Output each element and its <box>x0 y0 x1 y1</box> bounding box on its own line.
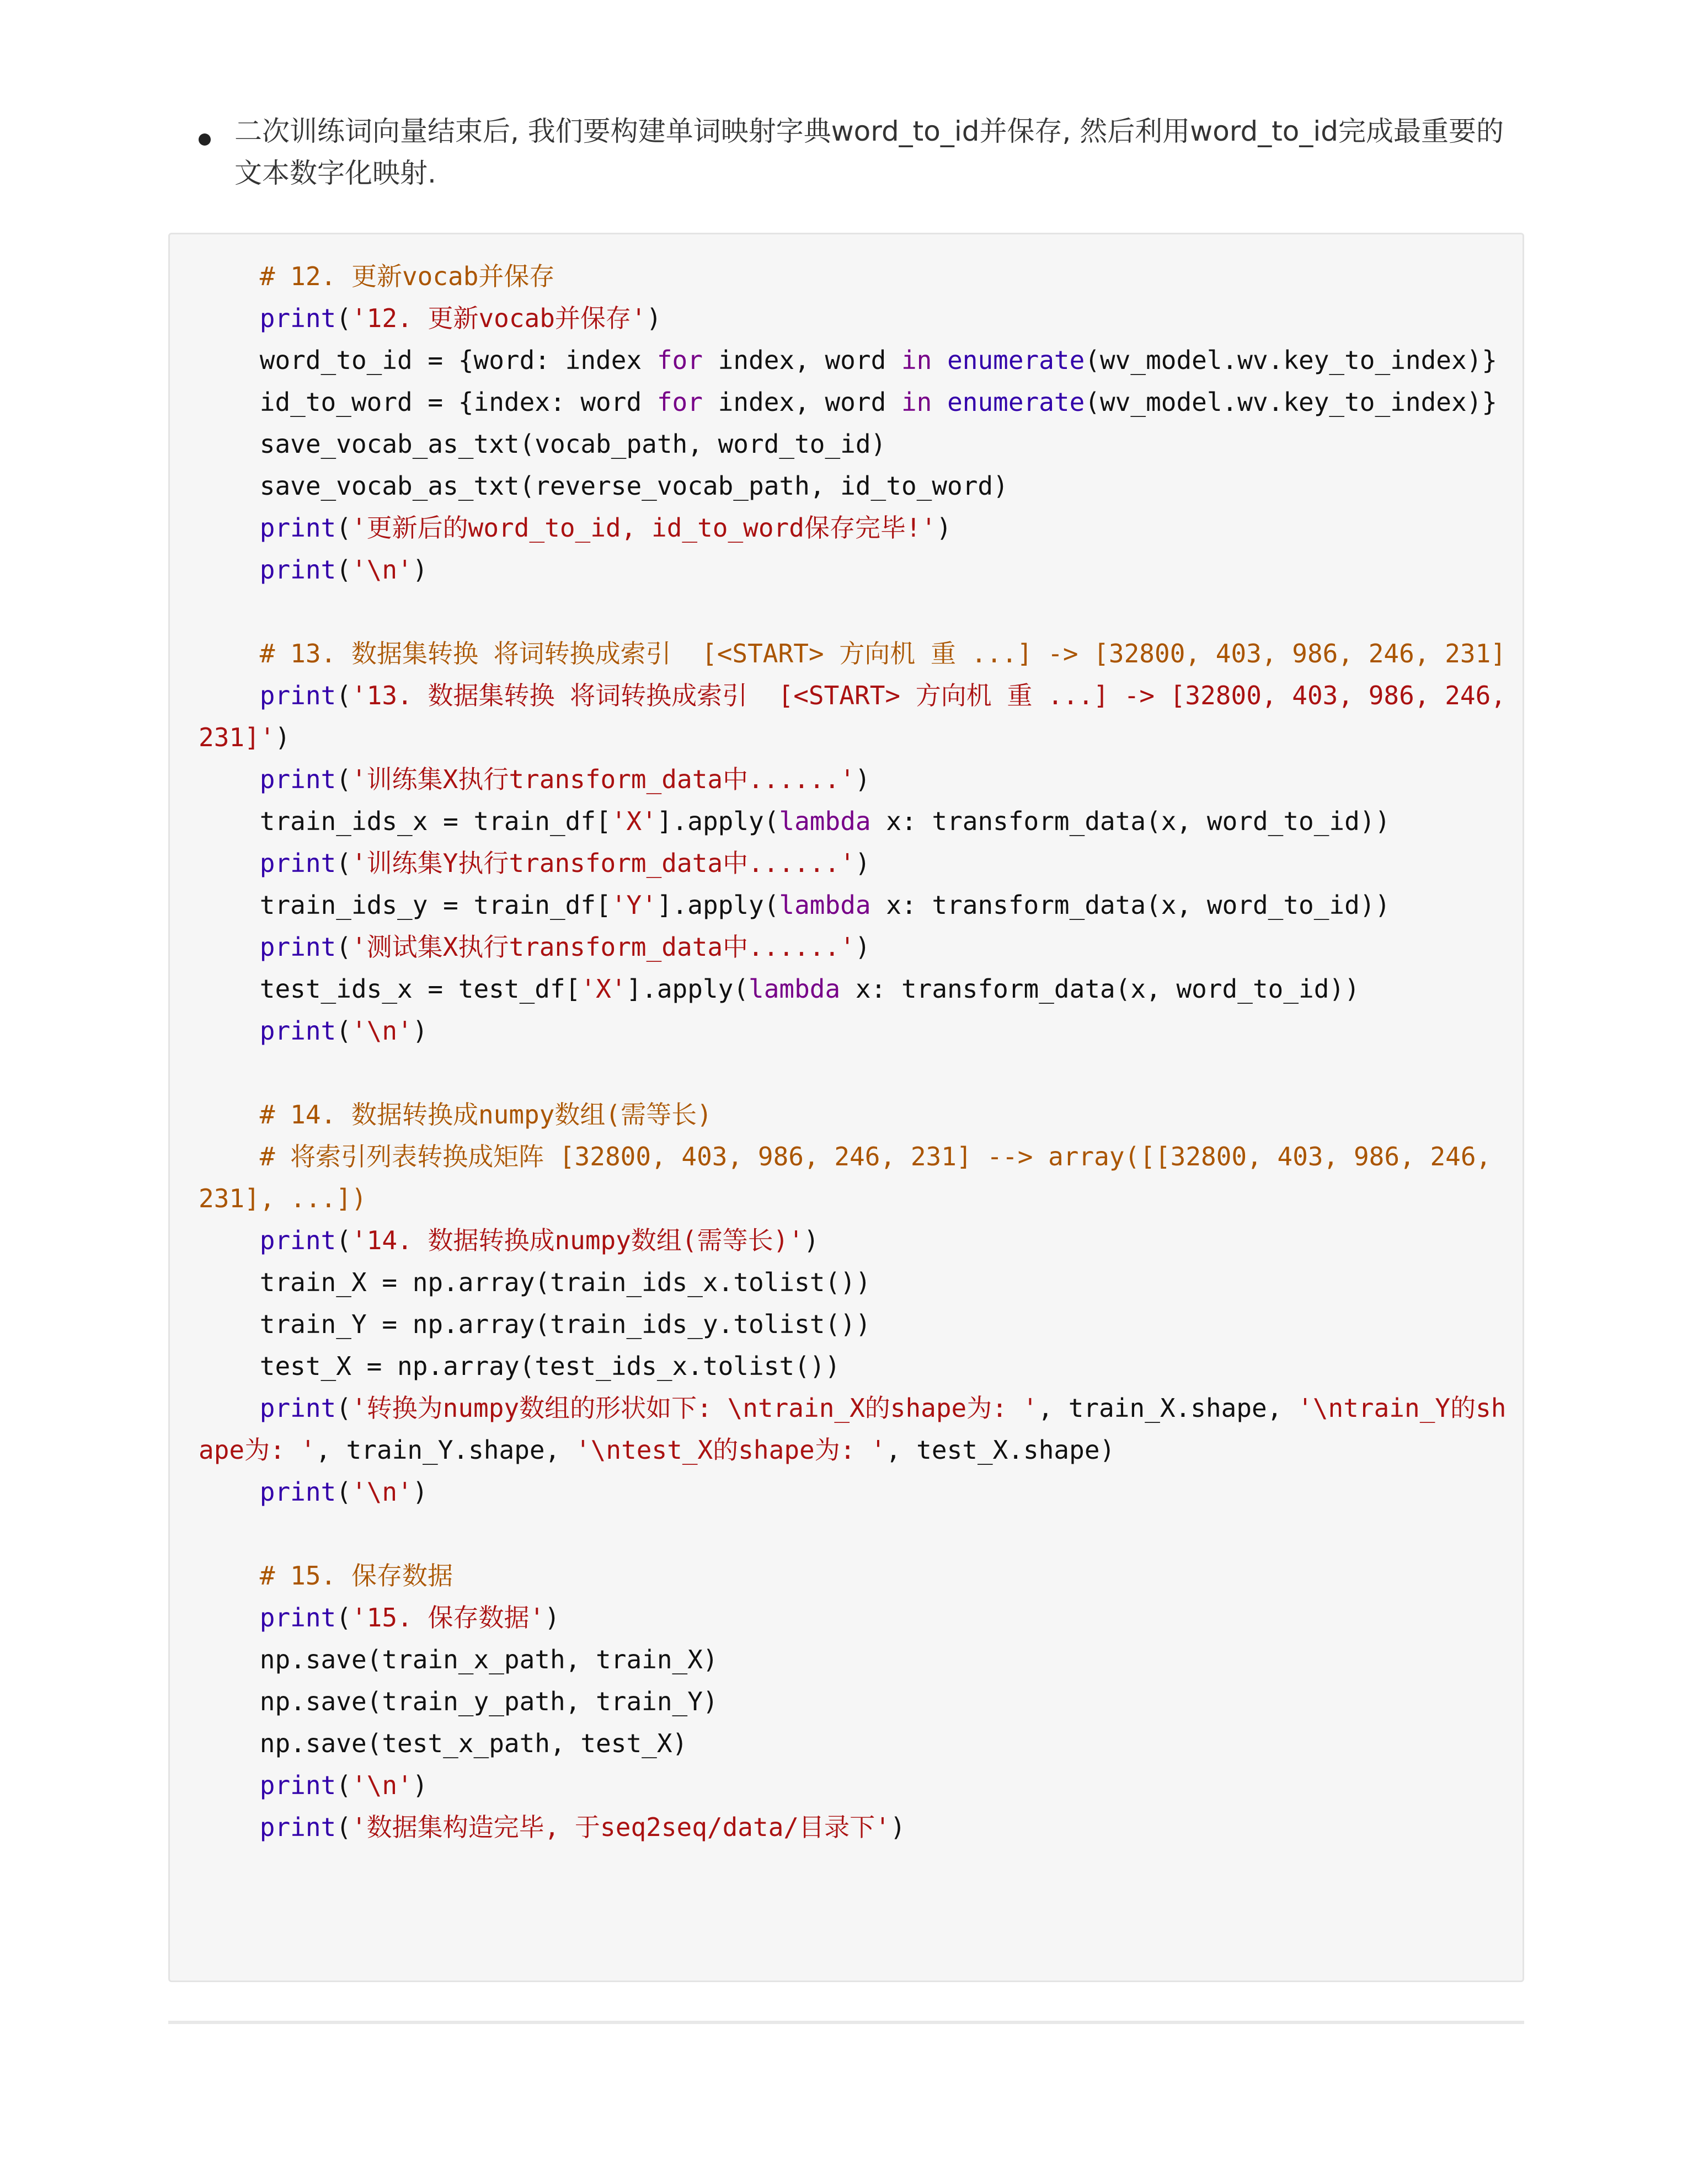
code-token <box>199 764 260 794</box>
code-line <box>199 387 1497 417</box>
code-token: ( <box>336 764 351 794</box>
code-token <box>199 1477 260 1507</box>
code-token: ( <box>336 1016 351 1046</box>
code-string: '\n' <box>351 555 413 585</box>
code-line <box>199 1812 905 1842</box>
code-token: , train_Y.shape, <box>316 1435 575 1465</box>
code-token: ( <box>336 848 351 878</box>
code-builtin: print <box>259 848 336 878</box>
code-token <box>932 345 947 375</box>
code-token: save_vocab_as_txt(reverse_vocab_path, id_to_word) <box>199 471 1008 501</box>
code-token: ) <box>412 1016 428 1046</box>
code-keyword: in <box>901 345 932 375</box>
code-token: train_ids_y = train_df[ <box>199 890 611 920</box>
code-string: '\n' <box>351 1016 413 1046</box>
code-string: '15. 保存数据' <box>351 1603 545 1632</box>
code-line <box>199 345 1497 375</box>
code-token: index, word <box>702 387 901 417</box>
code-token: ( <box>336 1812 351 1842</box>
code-token: ) <box>646 303 662 333</box>
code-token <box>932 387 947 417</box>
code-string: '14. 数据转换成numpy数组(需等长)' <box>351 1225 804 1255</box>
code-string: '12. 更新vocab并保存' <box>351 303 647 333</box>
code-token: ( <box>336 555 351 585</box>
code-token: ].apply( <box>656 890 779 920</box>
code-line <box>199 806 1390 836</box>
code-token: x: transform_data(x, word_to_id)) <box>870 890 1391 920</box>
code-line <box>199 1770 428 1800</box>
code-token <box>199 1770 260 1800</box>
code-line <box>199 1603 560 1632</box>
code-line <box>199 555 428 585</box>
code-builtin: print <box>259 555 336 585</box>
code-token: ( <box>336 1393 351 1423</box>
code-line <box>199 848 870 878</box>
code-line <box>199 513 952 543</box>
code-string: '\n' <box>351 1477 413 1507</box>
code-line <box>199 1016 428 1046</box>
code-token: np.save(test_x_path, test_X) <box>199 1728 688 1758</box>
code-token <box>199 513 260 543</box>
code-comment: # 14. 数据转换成numpy数组(需等长) <box>199 1100 712 1130</box>
code-token: ( <box>336 513 351 543</box>
code-string: '测试集X执行transform_data中......' <box>351 932 855 962</box>
code-line <box>199 1225 819 1255</box>
code-string: '\n' <box>351 1770 413 1800</box>
code-token <box>199 1603 260 1632</box>
code-token: ) <box>544 1603 560 1632</box>
code-line <box>199 471 1008 501</box>
code-token: id_to_word = {index: word <box>199 387 657 417</box>
code-token: (wv_model.wv.key_to_index)} <box>1085 345 1498 375</box>
code-line <box>199 1267 871 1297</box>
code-line <box>199 261 554 291</box>
code-builtin: print <box>259 1225 336 1255</box>
code-token: ( <box>336 1225 351 1255</box>
code-keyword: for <box>656 387 703 417</box>
code-builtin: print <box>259 932 336 962</box>
bullet-icon <box>199 133 211 146</box>
code-token: test_X = np.array(test_ids_x.tolist()) <box>199 1351 841 1381</box>
code-keyword: lambda <box>779 890 871 920</box>
code-line <box>199 1561 453 1591</box>
code-string: 'X' <box>580 974 627 1004</box>
code-builtin: print <box>259 513 336 543</box>
code-line <box>199 1645 718 1674</box>
code-token <box>199 1225 260 1255</box>
code-token: np.save(train_y_path, train_Y) <box>199 1687 718 1716</box>
code-string: '训练集Y执行transform_data中......' <box>351 848 855 878</box>
code-line <box>199 681 1521 752</box>
code-token: ) <box>412 555 428 585</box>
code-token: ) <box>804 1225 819 1255</box>
code-line <box>199 890 1390 920</box>
code-token: ) <box>412 1477 428 1507</box>
code-token: ( <box>336 1770 351 1800</box>
code-keyword: for <box>656 345 703 375</box>
code-line <box>199 429 886 459</box>
code-token <box>199 1393 260 1423</box>
code-line <box>199 764 870 794</box>
code-token: ) <box>854 764 870 794</box>
code-line <box>199 932 870 962</box>
code-token <box>199 932 260 962</box>
code-comment: # 将索引列表转换成矩阵 [32800, 403, 986, 246, 231] --> array([[32800, 403, 986, 246, 231], ...]) <box>199 1142 1507 1213</box>
code-line <box>199 1687 718 1716</box>
bullet-list-item <box>168 110 1531 194</box>
code-string: '\ntest_X的shape为: ' <box>575 1435 886 1465</box>
code-builtin: enumerate <box>947 345 1085 375</box>
code-token: , train_X.shape, <box>1038 1393 1298 1423</box>
code-builtin: print <box>259 1603 336 1632</box>
code-token: x: transform_data(x, word_to_id)) <box>870 806 1391 836</box>
code-line <box>199 1477 428 1507</box>
code-token: ) <box>275 722 291 752</box>
code-token: ( <box>336 303 351 333</box>
code-line <box>199 303 661 333</box>
code-line <box>199 1351 840 1381</box>
code-string: '13. 数据集转换 将词转换成索引 [<START> 方向机 重 ...] -> [32800, 403, 986, 246, 231]' <box>199 681 1521 752</box>
code-string: 'Y' <box>611 890 657 920</box>
code-token: test_ids_x = test_df[ <box>199 974 581 1004</box>
code-line <box>199 639 1506 668</box>
code-token: train_ids_x = train_df[ <box>199 806 611 836</box>
code-comment: # 15. 保存数据 <box>199 1561 453 1591</box>
code-token: index, word <box>702 345 901 375</box>
code-builtin: print <box>259 764 336 794</box>
code-builtin: print <box>259 1393 336 1423</box>
code-line <box>199 1100 712 1130</box>
code-text <box>199 255 1521 1848</box>
code-token: ) <box>854 932 870 962</box>
code-token: ) <box>412 1770 428 1800</box>
code-token <box>199 303 260 333</box>
code-token: train_X = np.array(train_ids_x.tolist()) <box>199 1267 871 1297</box>
code-token: , test_X.shape) <box>885 1435 1115 1465</box>
code-string: '更新后的word_to_id, id_to_word保存完毕!' <box>351 513 937 543</box>
code-token: np.save(train_x_path, train_X) <box>199 1645 718 1674</box>
code-line <box>199 1393 1506 1465</box>
code-token: ( <box>336 681 351 710</box>
code-string: '训练集X执行transform_data中......' <box>351 764 855 794</box>
code-token: ( <box>336 1603 351 1632</box>
code-string: '数据集构造完毕, 于seq2seq/data/目录下' <box>351 1812 890 1842</box>
code-token: save_vocab_as_txt(vocab_path, word_to_id) <box>199 429 886 459</box>
intro-paragraph: 二次训练词向量结束后, 我们要构建单词映射字典word_to_id并保存, 然后利用word_to_id完成最重要的文本数字化映射. <box>234 115 1504 189</box>
code-keyword: lambda <box>779 806 871 836</box>
code-line <box>199 1309 871 1339</box>
code-line <box>199 974 1360 1004</box>
code-keyword: in <box>901 387 932 417</box>
code-token <box>199 1016 260 1046</box>
code-builtin: enumerate <box>947 387 1085 417</box>
code-token: ) <box>936 513 952 543</box>
code-token: ) <box>890 1812 906 1842</box>
code-keyword: lambda <box>749 974 841 1004</box>
horizontal-rule <box>168 2021 1524 2024</box>
code-comment: # 12. 更新vocab并保存 <box>199 261 555 291</box>
code-comment: # 13. 数据集转换 将词转换成索引 [<START> 方向机 重 ...] -> [32800, 403, 986, 246, 231] <box>199 639 1506 668</box>
code-string: 'X' <box>611 806 657 836</box>
code-builtin: print <box>259 1016 336 1046</box>
code-token: ( <box>336 932 351 962</box>
code-token: train_Y = np.array(train_ids_y.tolist()) <box>199 1309 871 1339</box>
code-token <box>199 681 260 710</box>
code-token <box>199 555 260 585</box>
code-builtin: print <box>259 303 336 333</box>
code-token: ( <box>336 1477 351 1507</box>
code-string: '\ntrain_Y的shape为: ' <box>199 1393 1507 1465</box>
code-builtin: print <box>259 681 336 710</box>
code-token <box>199 848 260 878</box>
code-line <box>199 1728 687 1758</box>
code-token: ].apply( <box>656 806 779 836</box>
code-string: '转换为numpy数组的形状如下: \ntrain_X的shape为: ' <box>351 1393 1038 1423</box>
code-token: ].apply( <box>626 974 749 1004</box>
code-builtin: print <box>259 1477 336 1507</box>
code-token <box>199 1812 260 1842</box>
code-block <box>168 233 1524 1982</box>
code-token: x: transform_data(x, word_to_id)) <box>840 974 1360 1004</box>
code-token: (wv_model.wv.key_to_index)} <box>1085 387 1498 417</box>
code-builtin: print <box>259 1812 336 1842</box>
code-token: ) <box>854 848 870 878</box>
code-token: word_to_id = {word: index <box>199 345 657 375</box>
code-builtin: print <box>259 1770 336 1800</box>
code-line <box>199 1142 1507 1213</box>
